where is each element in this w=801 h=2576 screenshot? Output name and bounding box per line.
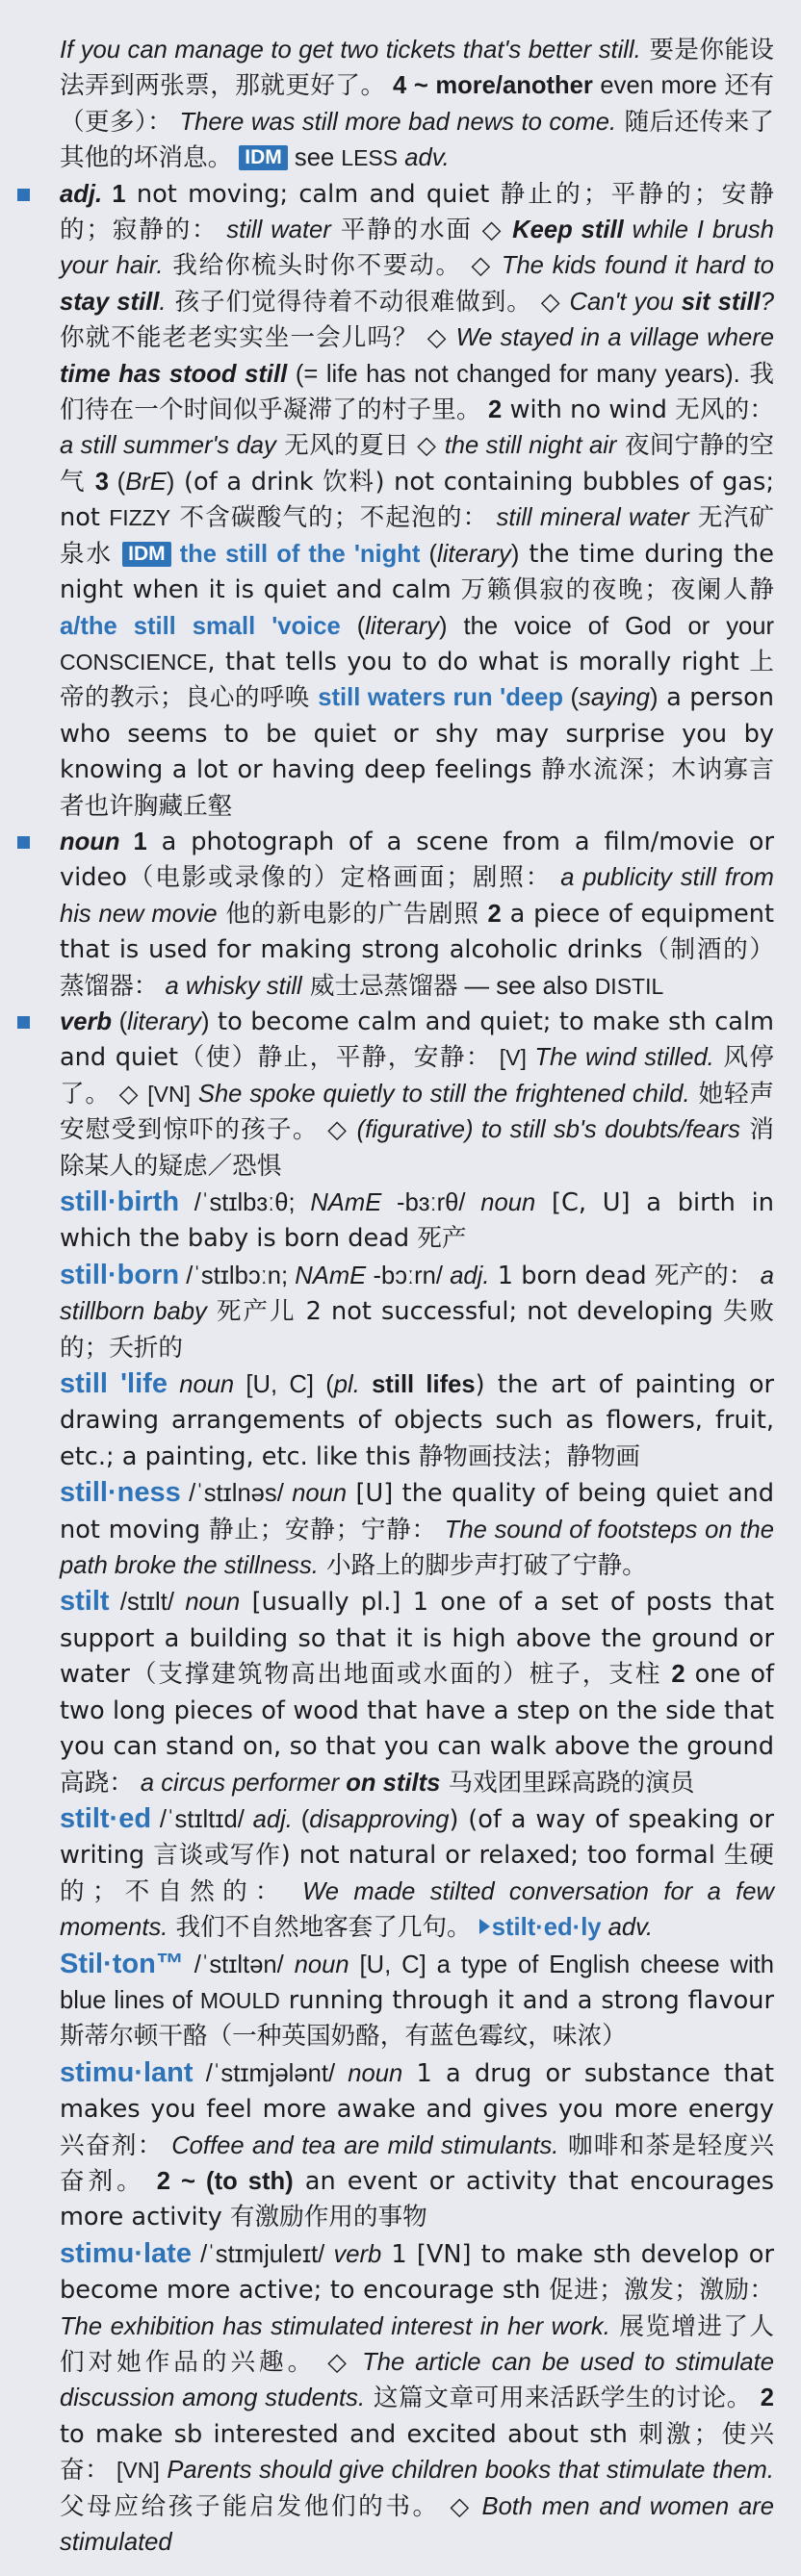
register-bracket: ) (439, 612, 448, 640)
example-sentence: Coffee and tea are mild stimulants. (163, 2131, 559, 2159)
register-bracket: ) (510, 540, 520, 568)
entry-stilton (60, 1947, 774, 2055)
example-sentence: a publicity still from his new movie (60, 864, 774, 928)
entry-stimulant (60, 2055, 774, 2236)
definition: ) (of a way of speaking or writing 言谈或写作) not natural or relaxed; too formal 生硬的；不自然的： (60, 1804, 774, 1906)
headword: stimu·late (60, 2237, 192, 2269)
register-label: figurative (365, 1116, 465, 1144)
definition: ) the art of painting or drawing arrangements of objects such as flowers, fruit, etc.; a painting, etc. like this 静物画技法；静物画 (60, 1370, 775, 1471)
pronunciation: /ˈstɪlbɔːn; (179, 1262, 296, 1289)
definition: 1 a drug or substance that makes you feel more awake and gives you more energy 兴奋剂： (60, 2058, 774, 2160)
register-label: literary (437, 540, 511, 568)
definition: to make sb interested and excited about sth 刺激；使兴奋： (60, 2419, 774, 2486)
cross-reference-link[interactable]: FIZZY (109, 505, 171, 531)
example-sentence: a stillborn baby (60, 1262, 775, 1326)
definition: 2 not successful; not developing 失败的；夭折的 (60, 1297, 774, 1363)
cross-reference-link[interactable]: LESS (341, 145, 399, 171)
register-bracket: ) (464, 1116, 474, 1144)
part-of-speech: verb (333, 2240, 382, 2268)
part-of-speech: adj. (450, 1262, 490, 1289)
translation: 你就不能老老实实坐一会儿吗？ ◇ (60, 323, 456, 353)
entry-stilt (60, 1584, 774, 1800)
cross-reference-link[interactable]: MOULD (199, 1987, 280, 2013)
example-sentence: still mineral water (488, 504, 689, 532)
headword: stilt·ed (60, 1802, 152, 1834)
definition: (of a drink 饮料) not containing bubbles of gas; not (60, 467, 775, 533)
register-bracket: ( (109, 468, 126, 496)
translation: 要是你能设法弄到两张票，那就更好了。 (60, 36, 775, 101)
entry-stillness (60, 1475, 774, 1584)
example-sentence: The sound of footsteps on the path broke the stillness. (60, 1516, 774, 1580)
still-verb-block (60, 1005, 774, 1185)
translation: 咖啡和茶是轻度兴奋剂。 (60, 2130, 774, 2196)
translation: 展览增进了人们对她作品的兴趣。 ◇ (60, 2311, 774, 2377)
part-of-speech: noun (292, 1480, 348, 1508)
register-label: disapproving (309, 1805, 450, 1833)
headword: stilt (60, 1586, 110, 1618)
example-sentence: The kids found it hard to (501, 252, 774, 280)
sense-number: 2 (487, 900, 502, 928)
verb-code: [VN] (147, 1081, 191, 1107)
part-of-speech: noun (167, 1371, 235, 1399)
translation: 马戏团里踩高跷的演员 (440, 1768, 695, 1798)
register-bracket: ( (356, 1116, 366, 1144)
part-of-speech: noun (294, 1951, 349, 1978)
plural-label: pl. (333, 1371, 360, 1399)
headword: still·born (60, 1259, 180, 1290)
entry-still-life (60, 1366, 774, 1475)
entry-stillbirth (60, 1185, 774, 1258)
translation: 平静的水面 ◇ (330, 216, 513, 245)
definition: one of two long pieces of wood that have a step on the side that you can stand on, so that you can walk above the ground 高跷： (60, 1660, 774, 1798)
definition: not moving; calm and quiet 静止的；平静的；安静的；寂静的： (60, 179, 774, 245)
definition: the time during the night when it is quiet and calm 万籁俱寂的夜晚；夜阑人静 (60, 539, 774, 605)
example-sentence: a circus performer (133, 1769, 347, 1797)
translation: 风停了。 ◇ (60, 1043, 774, 1109)
definition: [C, U] a birth in which the baby is born dead 死产 (60, 1188, 774, 1254)
triangle-bullet-icon (479, 1919, 490, 1934)
translation: 这篇文章可用来活跃学生的讨论。 (365, 2384, 761, 2413)
sense-number: 3 (94, 468, 110, 496)
part-of-speech: adj. (60, 180, 103, 208)
example-sentence: There was still more bad news to come. (172, 108, 617, 136)
region-label: NAmE (310, 1189, 382, 1216)
definition: with no wind 无风的： (502, 395, 774, 425)
translation: 他的新电影的广告剧照 (217, 899, 488, 929)
definition: [U, C] a type of English cheese with blue lines of (60, 1951, 775, 2014)
see-label: see (287, 144, 342, 172)
pronunciation: -bɜːrθ/ (381, 1189, 481, 1216)
definition: to become calm and quiet; to make sth calm and quiet（使）静止，平静，安静： (60, 1007, 774, 1073)
translation: 无汽矿泉水 (60, 503, 774, 569)
entry-stillborn (60, 1258, 774, 1366)
definition: a photograph of a scene from a film/movie or video（电影或录像的）定格画面；剧照： (60, 827, 774, 893)
translation: 夜间宁静的空气 (60, 431, 774, 497)
example-sentence: the still night air (444, 432, 617, 460)
headword: still·birth (60, 1186, 180, 1217)
definition: running through it and a strong flavour 斯蒂尔顿干酪（一种英国奶酪，有蓝色霉纹，味浓） (60, 1985, 774, 2052)
translation: 消除某人的疑虑／恐惧 (60, 1115, 774, 1181)
definition: the voice of God or your (447, 612, 774, 640)
cross-reference-link[interactable]: DISTIL (594, 973, 664, 999)
definition: an event or activity that encourages more activity 有激励作用的事物 (60, 2166, 775, 2232)
headword: still·ness (60, 1477, 181, 1509)
example-sentence: We made stilted conversation for a few moments. (60, 1877, 774, 1942)
square-bullet-icon (17, 189, 30, 201)
example-sentence: She spoke quietly to still the frightened child. (190, 1080, 690, 1108)
translation: 我给你梳头时你不要动。 ◇ (163, 251, 502, 281)
sense-number: 2 (671, 1661, 685, 1689)
translation: 我们待在一个时间似乎凝滞了的村子里。 (60, 359, 774, 425)
register-bracket: ( (563, 684, 580, 712)
translation: 小路上的脚步声打破了宁静。 (318, 1551, 647, 1581)
idiom-badge: IDM (239, 145, 288, 170)
idiom-phrase: the still of the 'night (170, 540, 421, 568)
example-sentence: a whisky still (158, 972, 302, 1000)
definition: even more 还有（更多）： (60, 72, 774, 136)
register-label: BrE (125, 468, 167, 496)
square-bullet-icon (17, 836, 30, 849)
part-of-speech: adj. (252, 1805, 293, 1833)
grammar-pattern: ~ (to sth) (169, 2167, 294, 2195)
translation: 孩子们觉得待着不动很难做到。 ◇ (166, 287, 570, 317)
register-label: literary (127, 1007, 201, 1035)
example-sentence: Parents should give children books that stimulate them. (159, 2457, 774, 2485)
part-of-speech: adv. (601, 1914, 654, 1942)
sense-number: 2 (480, 396, 503, 424)
example-sentence: Can't you (569, 288, 682, 316)
example-sentence: If you can manage to get two tickets that's better still. (60, 37, 641, 64)
example-sentence: We stayed in a village where (455, 324, 774, 352)
part-of-speech: verb (60, 1007, 113, 1035)
square-bullet-icon (17, 1016, 30, 1029)
translation: 死产儿 (206, 1297, 306, 1327)
verb-code: [VN] (110, 2458, 160, 2484)
register-bracket: ( (340, 612, 366, 640)
part-of-speech: noun (480, 1189, 536, 1216)
pronunciation: /stɪlt/ (109, 1589, 186, 1617)
pronunciation: -bɔːrn/ (366, 1262, 451, 1289)
idiom-phrase: still waters run 'deep (318, 684, 563, 712)
example-sentence: to still sb's doubts/fears (473, 1116, 740, 1144)
example-sentence: a still summer's day (60, 432, 276, 460)
translation: 无风的夏日 ◇ (275, 431, 445, 461)
pronunciation: /ˈstɪmjələnt/ (193, 2059, 349, 2087)
pronunciation: /ˈstɪlbɜːθ; (179, 1189, 311, 1216)
example-sentence: while I brush your hair. (60, 217, 774, 280)
entry-stimulate (60, 2236, 774, 2562)
cross-reference-link[interactable]: CONSCIENCE (60, 649, 208, 675)
register-bracket: ) (200, 1007, 210, 1035)
still-noun-block (60, 825, 774, 1005)
example-sentence: The wind stilled. (526, 1044, 714, 1072)
sense-number: 1 (119, 828, 147, 855)
definition: [usually pl.] 1 one of a set of posts that support a building so that it is high above the ground or water（支撑建筑物高出地面或水面的）桩子，支柱 (60, 1588, 775, 1690)
entry-stilted (60, 1801, 774, 1947)
definition: 1 [VN] to make sth develop or become more active; to encourage sth 促进；激发；激励： (60, 2239, 774, 2306)
pronunciation: /ˈstɪltən/ (183, 1951, 295, 1978)
derivative-word: stilt·ed·ly (491, 1914, 602, 1942)
pronunciation: /ˈstɪmjuleɪt/ (191, 2240, 334, 2268)
register-label: literary (365, 612, 440, 640)
collocation: on stilts (346, 1769, 441, 1797)
definition: 1 born dead 死产的： (489, 1261, 754, 1290)
sense-number: 1 (102, 180, 126, 208)
example-sentence: ? (760, 288, 774, 316)
sense-number: 2 (156, 2167, 170, 2195)
headword: Stil·ton™ (60, 1948, 184, 1979)
register-bracket: ( (420, 540, 438, 568)
register-bracket: ) (650, 684, 659, 712)
translation: 随后还传来了其他的坏消息。 (60, 107, 775, 173)
example-sentence: The article can be used to stimulate discussion among students. (60, 2349, 774, 2412)
example-sentence: . (159, 288, 167, 316)
example-sentence: Both men and women are stimulated (60, 2492, 774, 2557)
translation: 我们不自然地客套了几句。 (168, 1913, 479, 1943)
idiom-badge: IDM (122, 542, 171, 567)
headword: stimu·lant (60, 2056, 194, 2088)
register-bracket: ) (166, 468, 175, 496)
pronunciation: /ˈstɪltɪd/ (151, 1805, 253, 1833)
register-label: saying (579, 684, 651, 712)
collocation: stay still (60, 288, 160, 316)
definition: a person who seems to be quiet or shy may surprise you by knowing a lot or having deep feelings 静水流深；木讷寡言者也许胸藏丘壑 (60, 683, 774, 821)
part-of-speech: adv. (398, 144, 450, 172)
idiom-phrase: a/the still small 'voice (60, 612, 341, 640)
definition: [U] the quality of being quiet and not moving 静止；安静；宁静： (60, 1479, 774, 1544)
verb-code: [V] (491, 1045, 527, 1071)
sense-number: 2 (760, 2385, 774, 2412)
still-adjective-block (60, 177, 774, 825)
translation: 她轻声安慰受到惊吓的孩子。 ◇ (60, 1079, 774, 1145)
grammar-code: [U, C] ( (234, 1371, 334, 1399)
part-of-speech: noun (348, 2059, 403, 2087)
definition: a piece of equipment that is used for making strong alcoholic drinks（制酒的）蒸馏器： (60, 899, 774, 1001)
region-label: NAmE (295, 1262, 367, 1289)
register-bracket: ( (292, 1805, 310, 1833)
part-of-speech: noun (185, 1589, 241, 1617)
example-sentence: still water (218, 217, 331, 244)
gloss: (= life has not changed for many years). (287, 360, 740, 388)
still-adverb-continuation (60, 33, 774, 177)
see-also-label: — see also (457, 972, 595, 1000)
translation: 威士忌蒸馏器 (301, 971, 458, 1001)
definition: 不含碳酸气的；不起泡的： (170, 503, 489, 533)
sense-number: 4 ~ more/another (385, 72, 593, 100)
collocation: time has stood still (60, 360, 288, 388)
definition: , that tells you to do what is morally right 上帝的教示；良心的呼唤 (60, 647, 774, 713)
collocation: Keep still (512, 217, 624, 244)
pronunciation: /ˈstɪlnəs/ (180, 1480, 293, 1508)
example-sentence: The exhibition has stimulated interest in her work. (60, 2312, 610, 2340)
register-bracket: ( (112, 1007, 128, 1035)
part-of-speech: noun (60, 828, 120, 855)
collocation: sit still (681, 288, 761, 316)
headword: still 'life (60, 1368, 168, 1400)
translation: 父母应给孩子能启发他们的书。 ◇ (60, 2491, 482, 2521)
plural-form: still lifes (359, 1371, 476, 1399)
